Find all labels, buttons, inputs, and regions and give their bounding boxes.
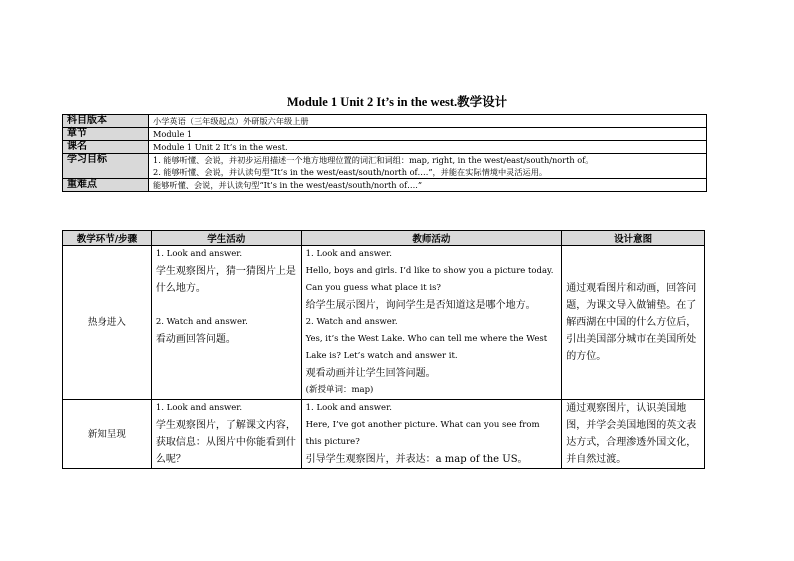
student-activity-cell <box>151 246 301 400</box>
teacher-activity-cell <box>301 400 562 469</box>
value-line: 能够听懂、会说，并认读句型“It’s in the west/east/south/north of….” <box>153 180 423 190</box>
value-line: 2. 能够听懂、会说，并认读句型“It’s in the west/east/south/north of….”，并能在实际情境中灵活运用。 <box>153 167 548 177</box>
text-line: 通过观察图片，认识美国地图，并学会美国地图的英文表达方式，合理渗透外国文化，并自然过渡。 <box>566 403 697 465</box>
text-line: 2. Watch and answer. <box>305 317 398 327</box>
text-line: 学生观察图片，了解课文内容，获取信息：从图片中你能看到什么呢？ <box>155 420 296 465</box>
step-cell: 热身进入 <box>63 246 152 400</box>
column-header: 设计意图 <box>562 231 705 246</box>
text-line: 通过观看图片和动画，回答问题，为课文导入做铺垫。在了解西湖在中国的什么方位后，引出美国部分城市在美国所处的方位。 <box>566 283 697 362</box>
text-line: 2. Watch and answer. <box>155 317 248 327</box>
text-line: Here, I’ve got another picture. What can you see from this picture? <box>305 420 540 447</box>
row-value <box>149 154 707 179</box>
row-value <box>149 115 707 128</box>
row-label: 课名 <box>63 141 149 154</box>
text-line: 给学生展示图片，询问学生是否知道这是哪个地方。 <box>305 300 536 311</box>
text-line: 观看动画并让学生回答问题。 <box>305 368 436 379</box>
table-row <box>63 400 705 469</box>
text-line: 1. Look and answer. <box>155 403 243 413</box>
student-activity-cell <box>151 400 301 469</box>
teaching-process-table <box>62 230 705 469</box>
text-line: Yes, it’s the West Lake. Who can tell me where the West Lake is? Let’s watch and answer it. <box>305 334 548 361</box>
column-header: 教学环节/步骤 <box>63 231 152 246</box>
row-label: 章节 <box>63 128 149 141</box>
text-line: 学生观察图片，猜一猜图片上是什么地方。 <box>155 266 296 294</box>
row-value <box>149 141 707 154</box>
row-label: 学习目标 <box>63 154 149 179</box>
text-line: 1. Look and answer. <box>155 249 243 259</box>
value-line: 小学英语（三年级起点）外研版六年级上册 <box>153 116 309 126</box>
text-line <box>156 297 297 314</box>
value-line: 1. 能够听懂、会说，并初步运用描述一个地方地理位置的词汇和词组：map, right, in the west/east/south/north of。 <box>153 155 594 165</box>
design-intent-cell <box>562 246 705 400</box>
course-info-table <box>62 114 707 192</box>
value-line: Module 1 Unit 2 It’s in the west. <box>153 142 288 152</box>
text-line: 看动画回答问题。 <box>155 334 236 345</box>
row-label: 科目版本 <box>63 115 149 128</box>
table-row <box>63 141 707 154</box>
design-intent-cell <box>562 400 705 469</box>
step-cell: 新知呈现 <box>63 400 152 469</box>
text-line: (新授单词：map) <box>305 385 374 395</box>
teacher-activity-cell <box>301 246 562 400</box>
table-row <box>63 128 707 141</box>
column-header: 学生活动 <box>151 231 301 246</box>
table-row <box>63 154 707 179</box>
row-value <box>149 179 707 192</box>
table-row <box>63 246 705 400</box>
document-title: Module 1 Unit 2 It’s in the west.教学设计 <box>286 95 508 109</box>
text-line: 1. Look and answer. <box>305 403 392 413</box>
row-label: 重难点 <box>63 179 149 192</box>
text-line: 引导学生观察图片，并表达：a map of the US。 <box>305 454 528 465</box>
column-header: 教师活动 <box>301 231 562 246</box>
text-line: 1. Look and answer. <box>305 249 392 259</box>
value-line: Module 1 <box>153 129 193 139</box>
table-row <box>63 115 707 128</box>
table-row <box>63 179 707 192</box>
header-row <box>63 231 705 246</box>
row-value <box>149 128 707 141</box>
text-line: Hello, boys and girls. I’d like to show you a picture today. Can you guess what place it is? <box>305 266 554 293</box>
